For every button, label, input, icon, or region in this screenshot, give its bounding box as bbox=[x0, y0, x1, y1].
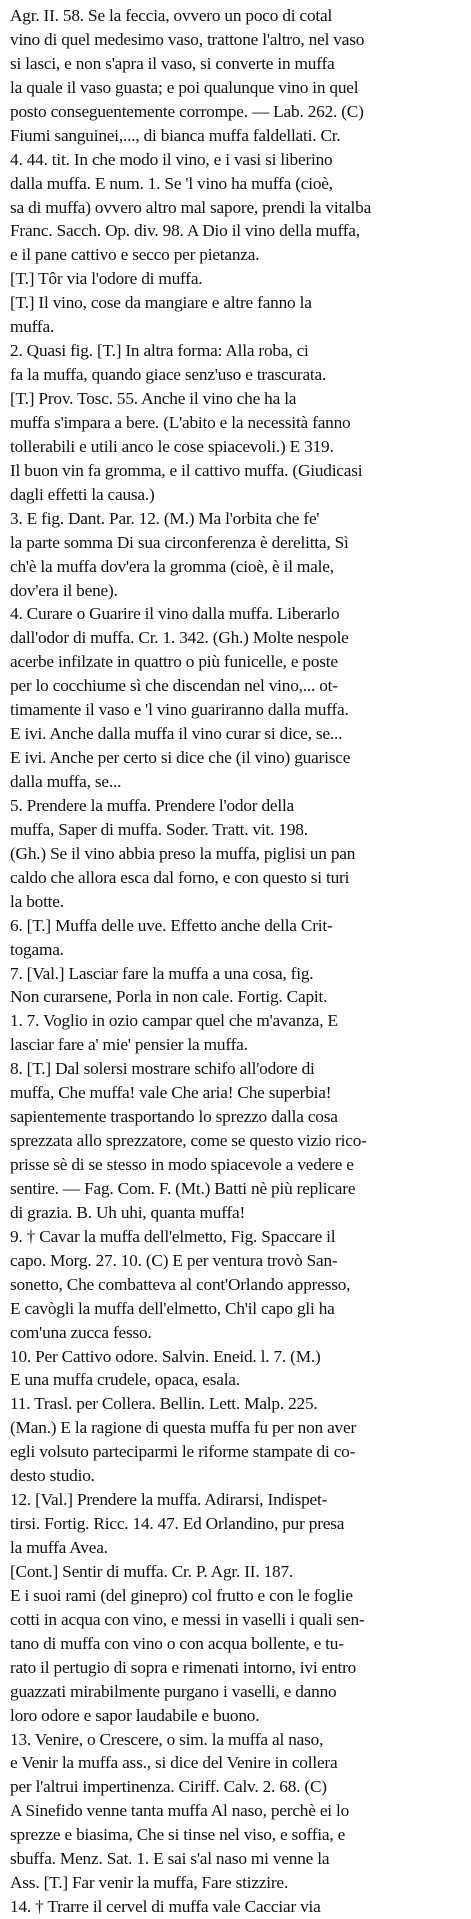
text-line: [T.] Prov. Tosc. 55. Anche il vino che ha la bbox=[10, 389, 297, 408]
text-line: tirsi. Fortig. Ricc. 14. 47. Ed Orlandino, pur presa bbox=[10, 1514, 345, 1534]
text-line: A Sinefido venne tanta muffa Al naso, perchè ei lo bbox=[10, 1801, 350, 1821]
text-line: E i suoi rami (del ginepro) col frutto e con le foglie bbox=[10, 1585, 353, 1605]
text-line: la parte somma Di sua circonferenza è derelitta, Sì bbox=[10, 532, 349, 552]
text-line: Fiumi sanguinei,..., di bianca muffa faldellati. Cr. bbox=[10, 125, 341, 145]
text-line: e il pane cattivo e secco per pietanza. bbox=[10, 245, 260, 265]
text-line: ch'è la muffa dov'era la gromma (cioè, è il male, bbox=[10, 556, 334, 576]
text-line: caldo che allora esca dal forno, e con questo si turi bbox=[10, 867, 350, 887]
text-line: 7. [Val.] Lasciar fare la muffa a una cosa, fig. bbox=[10, 963, 314, 983]
text-line: posto conseguentemente corrompe. — Lab. 262. (C) bbox=[10, 101, 364, 121]
text-line: 11. Trasl. per Collera. Bellin. Lett. Malp. 225. bbox=[10, 1394, 318, 1414]
text-line: per lo cocchiume sì che discendan nel vino,... ot- bbox=[10, 676, 338, 696]
text-line: 6. [T.] Muffa delle uve. Effetto anche della Crit- bbox=[10, 915, 333, 935]
text-line: E ivi. Anche per certo si dice che (il vino) guarisce bbox=[10, 748, 351, 768]
text-line: [Cont.] Sentir di muffa. Cr. P. Agr. II. 187. bbox=[10, 1561, 294, 1581]
text-line: la muffa Avea. bbox=[10, 1538, 108, 1557]
text-line: muffa s'impara a bere. (L'abito e la necessità fanno bbox=[10, 412, 351, 432]
text-line: dalla muffa, se... bbox=[10, 772, 122, 791]
text-line: vino di quel medesimo vaso, trattone l'altro, nel vaso bbox=[10, 29, 365, 49]
text-line: 10. Per Cattivo odore. Salvin. Eneid. l. 7. (M.) bbox=[10, 1346, 321, 1366]
text-line: 4. Curare o Guarire il vino dalla muffa. Liberarlo bbox=[10, 604, 340, 624]
text-line: prisse sè di se stesso in modo spiacevole a vedere e bbox=[10, 1155, 354, 1174]
text-line: dall'odor di muffa. Cr. 1. 342. (Gh.) Molte nespole bbox=[10, 628, 349, 648]
text-line: Agr. II. 58. Se la feccia, ovvero un poco di cotal bbox=[10, 6, 333, 25]
text-line: e Venir la muffa ass., si dice del Venire in collera bbox=[10, 1753, 338, 1773]
text-line: sprezze e biasima, Che si tinse nel viso, e soffia, e bbox=[10, 1825, 346, 1845]
text-line: egli volsuto parteciparmi le riforme stampate di co- bbox=[10, 1442, 356, 1462]
text-line: la botte. bbox=[10, 891, 64, 911]
text-line: Il buon vin fa gromma, e il cattivo muffa. (Giudicasi bbox=[10, 460, 363, 480]
text-line: (Gh.) Se il vino abbia preso la muffa, piglisi un pan bbox=[10, 843, 356, 863]
text-line: 2. Quasi fig. [T.] In altra forma: Alla roba, ci bbox=[10, 341, 309, 361]
text-line: sapientemente trasportando lo sprezzo dalla cosa bbox=[10, 1107, 338, 1127]
text-line: acerbe infilzate in quattro o più funicelle, e poste bbox=[10, 652, 338, 672]
text-line: Non curarsene, Porla in non cale. Fortig. Capit. bbox=[10, 987, 328, 1007]
text-line: 13. Venire, o Crescere, o sim. la muffa al naso, bbox=[10, 1729, 324, 1749]
text-line: 4. 44. tit. In che modo il vino, e i vasi si liberino bbox=[10, 149, 333, 169]
text-line: 8. [T.] Dal solersi mostrare schifo all'odore di bbox=[10, 1059, 315, 1079]
text-line: (Man.) E la ragione di questa muffa fu per non aver bbox=[10, 1418, 357, 1438]
text-line: togama. bbox=[10, 939, 64, 959]
text-line: la quale il vaso guasta; e poi qualunque vino in quel bbox=[10, 77, 359, 97]
text-line: sprezzata allo sprezzatore, come se questo vizio rico- bbox=[10, 1131, 367, 1151]
text-line: E una muffa crudele, opaca, esala. bbox=[10, 1370, 240, 1390]
text-line: per l'altrui impertinenza. Ciriff. Calv. 2. 68. (C) bbox=[10, 1777, 327, 1797]
text-line: di grazia. B. Uh uhi, quanta muffa! bbox=[10, 1202, 246, 1222]
text-line: 5. Prendere la muffa. Prendere l'odor della bbox=[10, 795, 295, 815]
text-line: sa di muffa) ovvero altro mal sapore, prendi la vitalba bbox=[10, 197, 372, 217]
text-line: guazzati mirabilmente purgano i vaselli, e danno bbox=[10, 1681, 337, 1701]
text-line: lasciar fare a' mie' pensier la muffa. bbox=[10, 1035, 248, 1055]
text-line: muffa, Che muffa! vale Che aria! Che superbia! bbox=[10, 1083, 332, 1103]
text-line: com'una zucca fesso. bbox=[10, 1322, 152, 1342]
text-line: muffa. bbox=[10, 317, 55, 337]
text-line: dalla muffa. E num. 1. Se 'l vino ha muffa (cioè, bbox=[10, 173, 333, 193]
text-line: sbuffa. Menz. Sat. 1. E sai s'al naso mi venne la bbox=[10, 1849, 330, 1869]
text-line: 1. 7. Voglio in ozio campar quel che m'avanza, E bbox=[10, 1011, 338, 1031]
text-line: muffa, Saper di muffa. Soder. Tratt. vit. 198. bbox=[10, 819, 308, 839]
text-line: sonetto, Che combatteva al cont'Orlando appresso, bbox=[10, 1274, 351, 1294]
text-line: desto studio. bbox=[10, 1466, 95, 1486]
text-line: [T.] Il vino, cose da mangiare e altre fanno la bbox=[10, 293, 312, 313]
text-line: 9. † Cavar la muffa dell'elmetto, Fig. Spaccare il bbox=[10, 1226, 336, 1246]
text-line: rato il pertugio di sopra e rimenati intorno, ivi entro bbox=[10, 1657, 357, 1677]
text-line: Ass. [T.] Far venir la muffa, Fare stizzire. bbox=[10, 1873, 289, 1893]
text-line: 12. [Val.] Prendere la muffa. Adirarsi, Indispet- bbox=[10, 1490, 328, 1510]
text-line: tano di muffa con vino o con acqua bollente, e tu- bbox=[10, 1633, 344, 1653]
text-line: dagli effetti la causa.) bbox=[10, 484, 155, 504]
text-line: loro odore e sapor laudabile e buono. bbox=[10, 1705, 260, 1725]
text-line: E cavògli la muffa dell'elmetto, Ch'il capo gli ha bbox=[10, 1298, 335, 1318]
text-line: capo. Morg. 27. 10. (C) E per ventura trovò San- bbox=[10, 1250, 338, 1270]
text-line: E ivi. Anche dalla muffa il vino curar si dice, se... bbox=[10, 724, 343, 744]
text-line: dov'era il bene). bbox=[10, 580, 118, 600]
text-line: 3. E fig. Dant. Par. 12. (M.) Ma l'orbita che fe' bbox=[10, 508, 320, 528]
text-line: cotti in acqua con vino, e messi in vaselli i quali sen- bbox=[10, 1609, 365, 1629]
text-line: Franc. Sacch. Op. div. 98. A Dio il vino della muffa, bbox=[10, 221, 360, 241]
text-line: sentire. — Fag. Com. F. (Mt.) Batti nè più replicare bbox=[10, 1178, 356, 1198]
text-line: 14. † Trarre il cervel di muffa vale Cacciar via bbox=[10, 1897, 321, 1917]
text-line: [T.] Tôr via l'odore di muffa. bbox=[10, 269, 203, 289]
text-line: tollerabili e utili anco le cose spiacevoli.) E 319. bbox=[10, 436, 334, 456]
text-line: fa la muffa, quando giace senz'uso e trascurata. bbox=[10, 365, 327, 385]
text-line: timamente il vaso e 'l vino guariranno dalla muffa. bbox=[10, 700, 349, 720]
text-line: si lasci, e non s'apra il vaso, si converte in muffa bbox=[10, 53, 335, 73]
